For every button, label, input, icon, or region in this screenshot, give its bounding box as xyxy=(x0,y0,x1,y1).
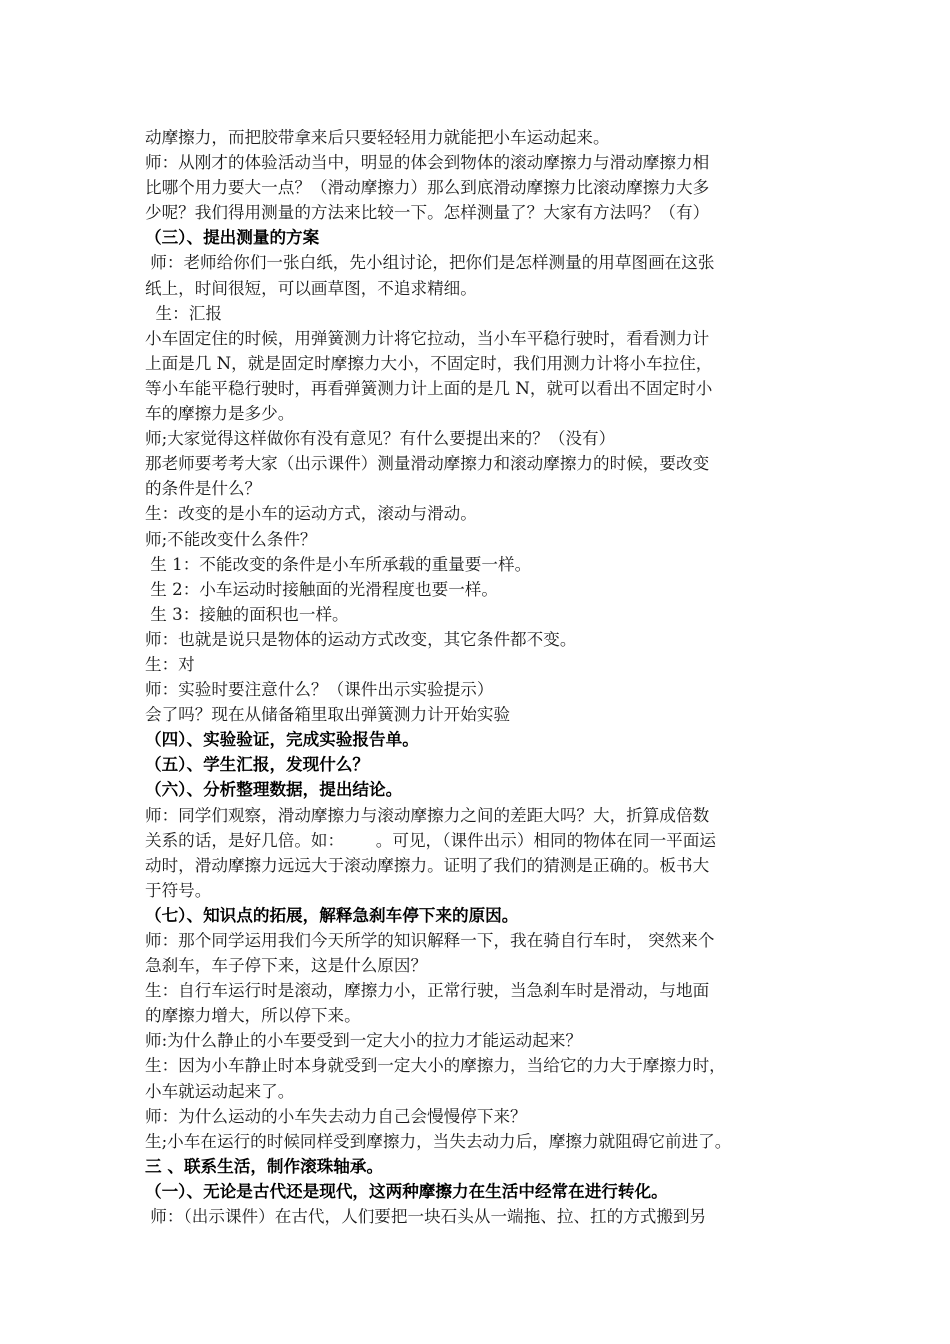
text-line: 生;小车在运行的时候同样受到摩擦力，当失去动力后，摩擦力就阻碍它前进了。 xyxy=(145,1131,732,1151)
text-line: 会了吗？现在从储备箱里取出弹簧测力计开始实验 xyxy=(145,705,511,725)
text-line: 师：为什么运动的小车失去动力自己会慢慢停下来？ xyxy=(145,1106,527,1126)
text-line: 师：也就是说只是物体的运动方式改变，其它条件都不变。 xyxy=(145,629,577,649)
text-line: 师：（出示课件）在古代，人们要把一块石头从一端拖、拉、扛的方式搬到另 xyxy=(145,1207,707,1227)
text-line: 生：因为小车静止时本身就受到一定大小的摩擦力，当给它的力大于摩擦力时， xyxy=(145,1056,726,1076)
text-line: 于符号。 xyxy=(145,880,212,900)
text-line: 师：老师给你们一张白纸，先小组讨论，把你们是怎样测量的用草图画在这张 xyxy=(145,253,715,273)
section-heading: （六）、分析整理数据，提出结论。 xyxy=(145,779,403,800)
section-heading: （一）、无论是古代还是现代，这两种摩擦力在生活中经常在进行转化。 xyxy=(145,1180,668,1201)
text-line: 师：同学们观察，滑动摩擦力与滚动摩擦力之间的差距大吗？大，折算成倍数 xyxy=(145,805,710,825)
text-line: 小车固定住的时候，用弹簧测力计将它拉动，当小车平稳行驶时，看看测力计 xyxy=(145,328,710,348)
section-heading: （四）、实验验证，完成实验报告单。 xyxy=(145,729,419,750)
text-line: 师;不能改变什么条件？ xyxy=(145,529,317,549)
text-line: 师：那个同学运用我们今天所学的知识解释一下，我在骑自行车时， 突然来个 xyxy=(145,931,715,950)
text-line: 关系的话，是好几倍。如： 。可见，（课件出示）相同的物体在同一平面运 xyxy=(145,830,716,850)
text-line: 的条件是什么？ xyxy=(145,479,262,499)
text-line: 师：从刚才的体验活动当中，明显的体会到物体的滚动摩擦力与滑动摩擦力相 xyxy=(145,153,710,173)
text-line: 生：汇报 xyxy=(145,303,222,323)
document-page xyxy=(145,125,825,1229)
text-line: 生：对 xyxy=(145,654,195,674)
text-line: 小车就运动起来了。 xyxy=(145,1081,295,1101)
text-line: 生：自行车运行时是滚动，摩擦力小，正常行驶，当急刹车时是滑动，与地面 xyxy=(145,981,710,1001)
text-line: 生：改变的是小车的运动方式，滚动与滑动。 xyxy=(145,504,477,524)
text-line: 比哪个用力要大一点？（滑动摩擦力）那么到底滑动摩擦力比滚动摩擦力大多 xyxy=(145,178,710,198)
text-line: 车的摩擦力是多少。 xyxy=(145,404,295,424)
text-line: 动摩擦力，而把胶带拿来后只要轻轻用力就能把小车运动起来。 xyxy=(145,128,610,147)
section-heading: 三 、联系生活，制作滚珠轴承。 xyxy=(145,1155,384,1176)
text-line: 生 1：不能改变的条件是小车所承载的重量要一样。 xyxy=(145,554,532,574)
text-line: 动时，滑动摩擦力远远大于滚动摩擦力。证明了我们的猜测是正确的。板书大 xyxy=(145,855,710,875)
text-line: 等小车能平稳行驶时，再看弹簧测力计上面的是几 N，就可以看出不固定时小 xyxy=(145,378,713,398)
text-line: 师：实验时要注意什么？（课件出示实验提示） xyxy=(145,680,494,700)
text-line: 少呢？我们得用测量的方法来比较一下。怎样测量了？大家有方法吗？（有） xyxy=(145,203,710,223)
section-heading: （五）、学生汇报，发现什么？ xyxy=(145,754,370,775)
text-line: 生 3：接触的面积也一样。 xyxy=(145,604,349,624)
text-line: 师:为什么静止的小车要受到一定大小的拉力才能运动起来？ xyxy=(145,1031,583,1051)
text-line: 急刹车，车子停下来，这是什么原因？ xyxy=(145,956,428,976)
text-line: 生 2：小车运动时接触面的光滑程度也要一样。 xyxy=(145,579,498,599)
text-line: 的摩擦力增大，所以停下来。 xyxy=(145,1006,361,1026)
text-line: 纸上，时间很短，可以画草图，不追求精细。 xyxy=(145,278,477,298)
text-line: 师;大家觉得这样做你有没有意见？有什么要提出来的？（没有） xyxy=(145,429,616,449)
text-line: 上面是几 N，就是固定时摩擦力大小，不固定时，我们用测力计将小车拉住， xyxy=(145,353,713,373)
section-heading: （三）、提出测量的方案 xyxy=(145,227,320,248)
section-heading: （七）、知识点的拓展，解释急刹车停下来的原因。 xyxy=(145,904,519,925)
text-line: 那老师要考考大家（出示课件）测量滑动摩擦力和滚动摩擦力的时候，要改变 xyxy=(145,454,710,474)
